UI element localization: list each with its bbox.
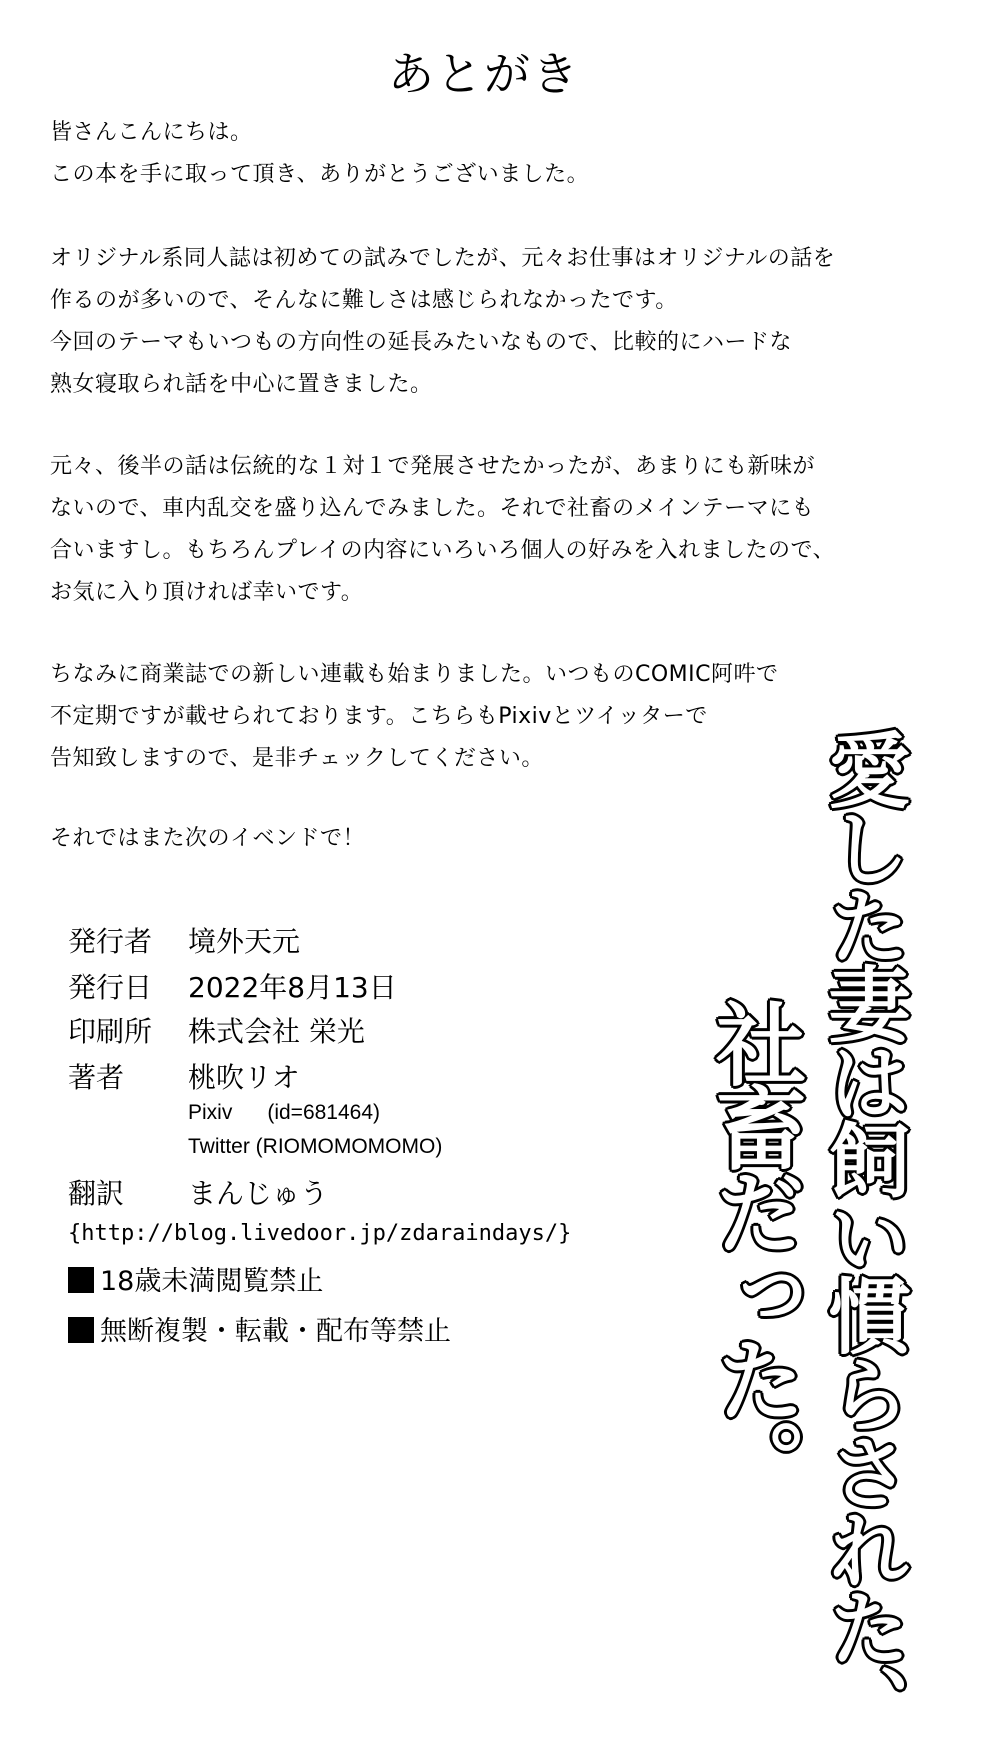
publisher-label: 発行者 xyxy=(68,925,153,958)
notice-row xyxy=(68,1262,323,1302)
notice-text: 18歳未満閲覧禁止 xyxy=(100,1266,324,1297)
pixiv-id: Pixiv (id=681464) xyxy=(188,1101,381,1124)
text-line: 合いますし。もちろんプレイの内容にいろいろ個人の好みを入れましたので、 xyxy=(50,538,836,563)
translator-label: 翻訳 xyxy=(68,1177,125,1210)
date-label: 発行日 xyxy=(68,971,153,1004)
text-line: 皆さんこんにちは。 xyxy=(50,120,253,145)
square-bullet-icon xyxy=(68,1267,94,1293)
text-line: ちなみに商業誌での新しい連載も始まりました。いつものCOMIC阿吽で xyxy=(50,662,779,687)
notice-text: 無断複製・転載・配布等禁止 xyxy=(100,1316,451,1347)
printer-value: 株式会社 栄光 xyxy=(188,1015,365,1048)
book-title-line1: 愛した妻は飼い慣らされた、 xyxy=(815,728,910,1742)
square-bullet-icon xyxy=(68,1317,94,1343)
text-line: 告知致しますので、是非チェックしてください。 xyxy=(50,746,544,771)
book-title-line2: 社畜だった。 xyxy=(700,998,805,1502)
paragraph-story xyxy=(50,446,930,614)
text-line: 元々、後半の話は伝統的な１対１で発展させたかったが、あまりにも新味が xyxy=(50,454,816,479)
blog-url: {http://blog.livedoor.jp/zdaraindays/} xyxy=(68,1221,572,1246)
paragraph-closing xyxy=(50,818,930,860)
text-line: この本を手に取って頂き、ありがとうございました。 xyxy=(50,162,590,187)
paragraph-greeting xyxy=(50,112,930,196)
text-line: それではまた次のイベンドで！ xyxy=(50,826,366,851)
translator-value: まんじゅう xyxy=(188,1177,329,1210)
twitter-handle: Twitter (RIOMOMOMOMO) xyxy=(188,1135,443,1158)
text-line: お気に入り頂ければ幸いです。 xyxy=(50,580,364,605)
text-line: 不定期ですが載せられております。こちらもPixivとツイッターで xyxy=(50,704,708,729)
text-line: 今回のテーマもいつもの方向性の延長みたいなもので、比較的にハードな xyxy=(50,330,793,355)
date-value: 2022年8月13日 xyxy=(188,971,397,1004)
author-value: 桃吹リオ xyxy=(188,1061,300,1094)
text-line: ないので、車内乱交を盛り込んでみました。それで社畜のメインテーマにも xyxy=(50,496,815,521)
publisher-value: 境外天元 xyxy=(188,925,301,958)
printer-label: 印刷所 xyxy=(68,1015,153,1048)
author-label: 著者 xyxy=(68,1061,125,1094)
text-line: オリジナル系同人誌は初めての試みでしたが、元々お仕事はオリジナルの話を xyxy=(50,246,836,271)
page-title: あとがき xyxy=(388,47,580,101)
paragraph-serialization xyxy=(50,654,930,780)
text-line: 熟女寝取られ話を中心に置きました。 xyxy=(50,372,433,397)
paragraph-original-work xyxy=(50,238,930,406)
notice-row xyxy=(68,1312,451,1352)
text-line: 作るのが多いので、そんなに難しさは感じられなかったです。 xyxy=(50,288,678,313)
